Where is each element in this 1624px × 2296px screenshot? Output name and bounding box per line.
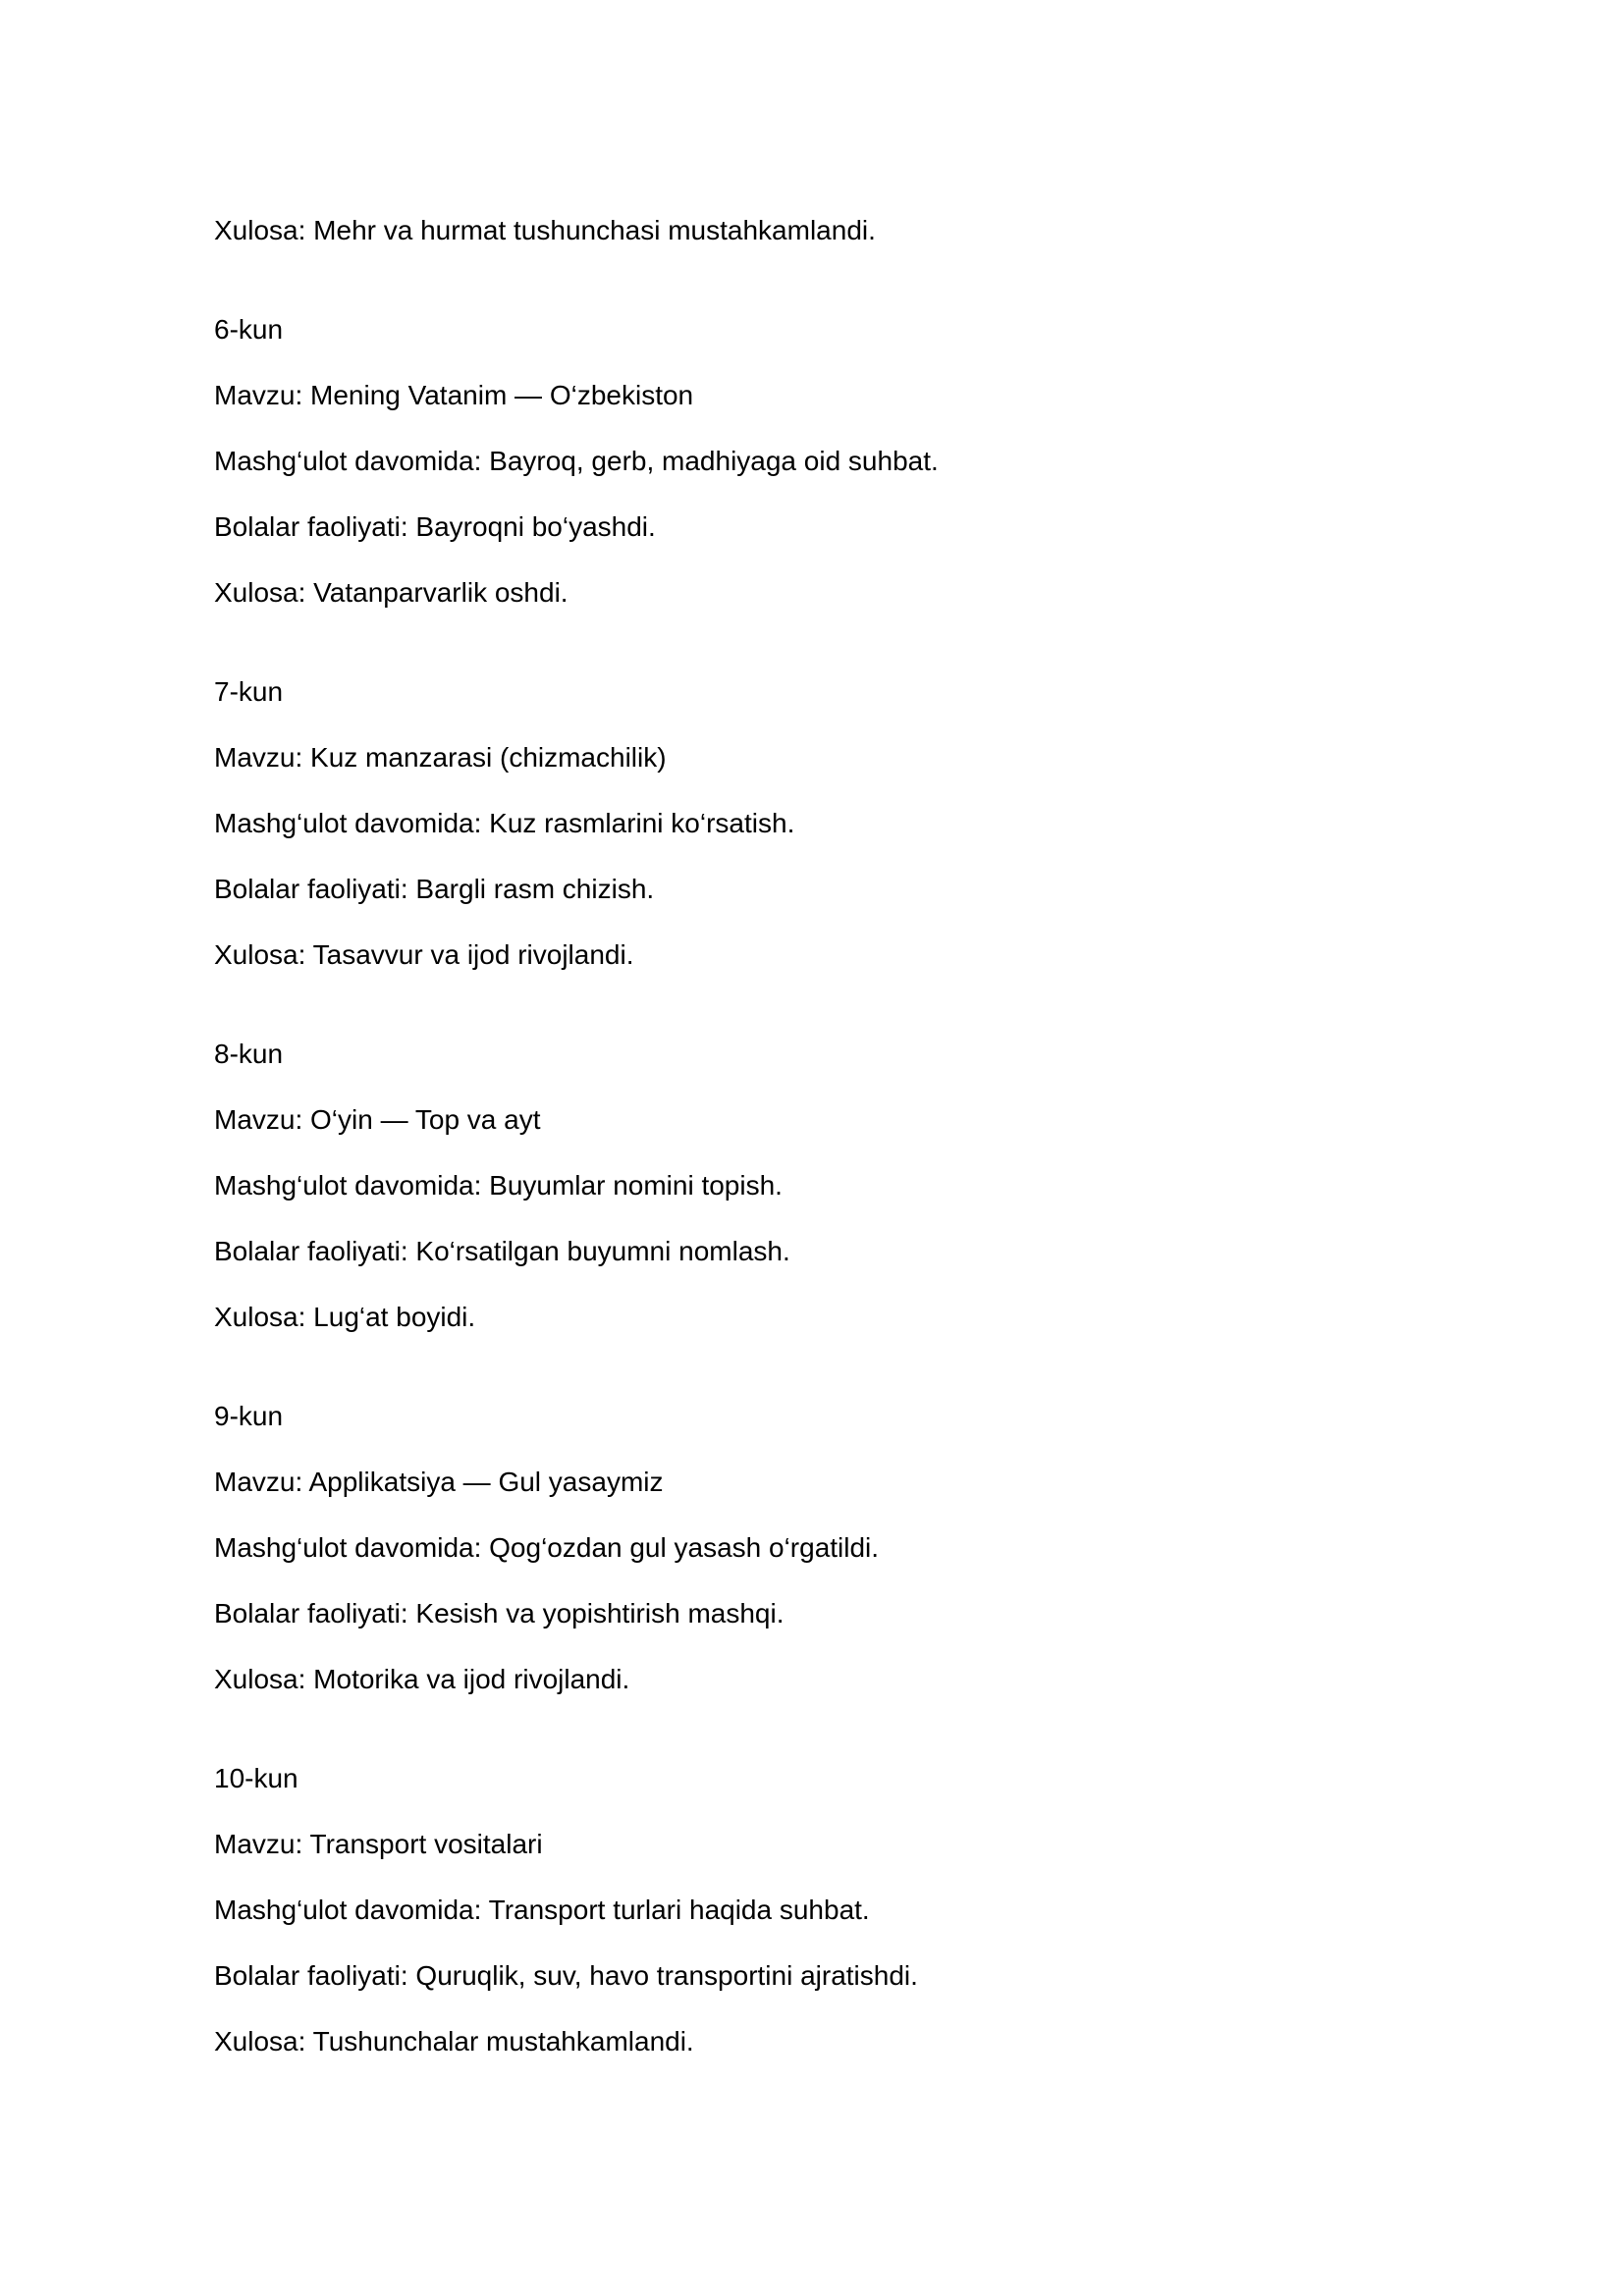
conclusion-line: Xulosa: Vatanparvarlik oshdi.: [214, 577, 568, 608]
children-activity-line: Bolalar faoliyati: Kesish va yopishtirish mashqi.: [214, 1598, 785, 1629]
day-heading: 9-kun: [214, 1401, 284, 1431]
activity-line: Mashg‘ulot davomida: Qog‘ozdan gul yasash o‘rgatildi.: [214, 1532, 880, 1563]
document-page: [214, 210, 1412, 2087]
activity-line: Mashg‘ulot davomida: Buyumlar nomini topish.: [214, 1170, 783, 1201]
conclusion-line: Xulosa: Motorika va ijod rivojlandi.: [214, 1664, 630, 1694]
section-gap: [214, 1000, 1412, 1034]
conclusion-line: Xulosa: Tushunchalar mustahkamlandi.: [214, 2026, 694, 2056]
topic-line: Mavzu: Mening Vatanim — O‘zbekiston: [214, 380, 694, 410]
children-activity-line: Bolalar faoliyati: Ko‘rsatilgan buyumni nomlash.: [214, 1236, 790, 1266]
section-gap: [214, 1362, 1412, 1396]
children-activity-line: Bolalar faoliyati: Quruqlik, suv, havo transportini ajratishdi.: [214, 1960, 918, 1991]
section-gap: [214, 1725, 1412, 1758]
day-heading: 7-kun: [214, 676, 284, 707]
conclusion-line: Xulosa: Tasavvur va ijod rivojlandi.: [214, 939, 634, 970]
section-gap: [214, 276, 1412, 309]
activity-line: Mashg‘ulot davomida: Kuz rasmlarini ko‘rsatish.: [214, 808, 795, 838]
section-gap: [214, 638, 1412, 671]
children-activity-line: Bolalar faoliyati: Bayroqni bo‘yashdi.: [214, 511, 656, 542]
day-heading: 8-kun: [214, 1039, 284, 1069]
day-heading: 10-kun: [214, 1763, 298, 1793]
topic-line: Mavzu: Kuz manzarasi (chizmachilik): [214, 742, 667, 773]
day-heading: 6-kun: [214, 314, 284, 345]
conclusion-line: Xulosa: Lug‘at boyidi.: [214, 1302, 476, 1332]
topic-line: Mavzu: Transport vositalari: [214, 1829, 543, 1859]
children-activity-line: Bolalar faoliyati: Bargli rasm chizish.: [214, 874, 655, 904]
activity-line: Mashg‘ulot davomida: Transport turlari haqida suhbat.: [214, 1895, 870, 1925]
topic-line: Mavzu: O‘yin — Top va ayt: [214, 1104, 541, 1135]
activity-line: Mashg‘ulot davomida: Bayroq, gerb, madhiyaga oid suhbat.: [214, 446, 939, 476]
topic-line: Mavzu: Applikatsiya — Gul yasaymiz: [214, 1467, 664, 1497]
conclusion-line: Xulosa: Mehr va hurmat tushunchasi mustahkamlandi.: [214, 215, 876, 245]
